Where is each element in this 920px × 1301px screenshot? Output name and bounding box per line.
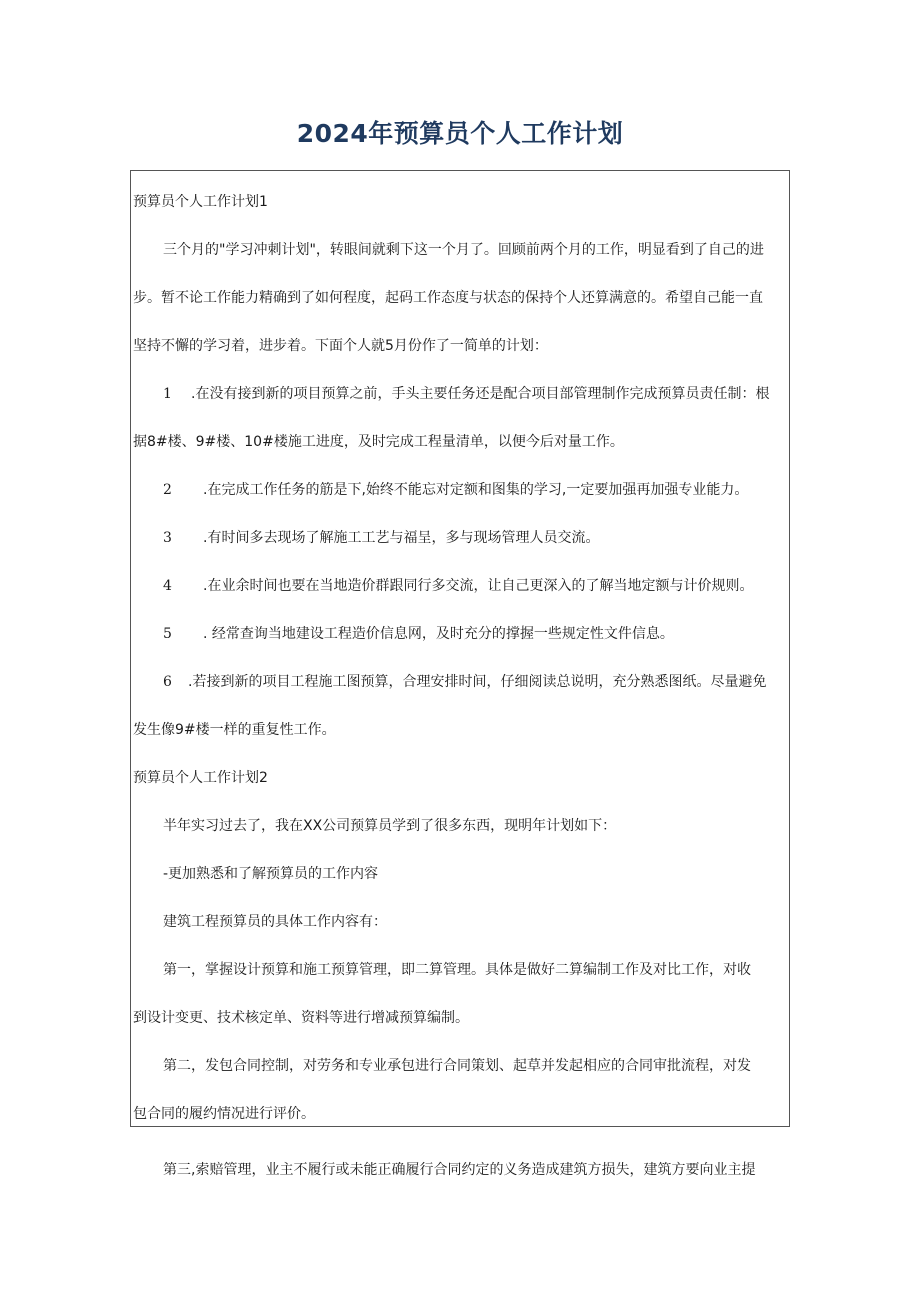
content-frame: [130, 170, 790, 1127]
list-item: [163, 673, 766, 691]
paragraph-line: 建筑工程预算员的具体工作内容有：: [163, 914, 387, 930]
paragraph-line: 步。暂不论工作能力精确到了如何程度，起码工作态度与状态的保持个人还算满意的。希望自己能一直: [133, 290, 763, 306]
list-item: [163, 529, 599, 547]
list-item-number: 6: [163, 674, 172, 690]
section-heading-2: 预算员个人工作计划2: [133, 770, 268, 786]
paragraph-line: 到设计变更、技术核定单、资料等进行增减预算编制。: [133, 1010, 469, 1026]
list-item: [163, 577, 753, 595]
paragraph-line: 半年实习过去了，我在XX公司预算员学到了很多东西，现明年计划如下：: [163, 818, 617, 834]
list-item: [163, 625, 674, 643]
list-item-text: .在没有接到新的项目预算之前，手头主要任务还是配合项目部管理制作完成预算员责任制：根: [191, 386, 770, 402]
list-item-number: 5: [163, 626, 172, 642]
paragraph-line: 坚持不懈的学习着，进步着。下面个人就5月份作了一简单的计划：: [133, 338, 548, 354]
paragraph-line: 包合同的履约情况进行评价。: [133, 1106, 315, 1122]
list-item: [163, 385, 769, 403]
paragraph-line: 第一，掌握设计预算和施工预算管理，即二算管理。具体是做好二算编制工作及对比工作，对收: [163, 962, 751, 978]
paragraph-line: 第二，发包合同控制，对劳务和专业承包进行合同策划、起草并发起相应的合同审批流程，对发: [163, 1058, 751, 1074]
list-item-continuation: 发生像9#楼一样的重复性工作。: [133, 722, 336, 738]
list-item-text: .在业余时间也要在当地造价群跟同行多交流，让自己更深入的了解当地定额与计价规则。: [203, 578, 754, 594]
list-item-number: 4: [163, 578, 172, 594]
list-item-text: .若接到新的项目工程施工图预算，合理安排时间，仔细阅读总说明，充分熟悉图纸。尽量避免: [188, 674, 767, 690]
list-item-number: 2: [163, 482, 172, 498]
paragraph-line: 三个月的"学习冲刺计划"，转眼间就剩下这一个月了。回顾前两个月的工作，明显看到了自己的进: [163, 242, 764, 258]
list-item-number: 3: [163, 530, 172, 546]
document-title: 2024年预算员个人工作计划: [296, 119, 624, 148]
list-item: [163, 481, 748, 499]
paragraph-line: 第三,索赔管理，业主不履行或未能正确履行合同约定的义务造成建筑方损失，建筑方要向业主提: [163, 1162, 756, 1178]
section-heading-1: 预算员个人工作计划1: [133, 194, 268, 210]
list-item-text: .在完成工作任务的筋是下,始终不能忘对定额和图集的学习,一定要加强再加强专业能力。: [203, 482, 749, 498]
list-item-text: . 经常查询当地建设工程造价信息网，及时充分的撑握一些规定性文件信息。: [203, 626, 674, 642]
paragraph-line: -更加熟悉和了解预算员的工作内容: [163, 866, 379, 882]
list-item-text: .有时间多去现场了解施工工艺与福呈，多与现场管理人员交流。: [203, 530, 600, 546]
list-item-number: 1: [163, 386, 172, 402]
list-item-continuation: 据8#楼、9#楼、10#楼施工进度，及时完成工程量清单，以便今后对量工作。: [133, 434, 624, 450]
